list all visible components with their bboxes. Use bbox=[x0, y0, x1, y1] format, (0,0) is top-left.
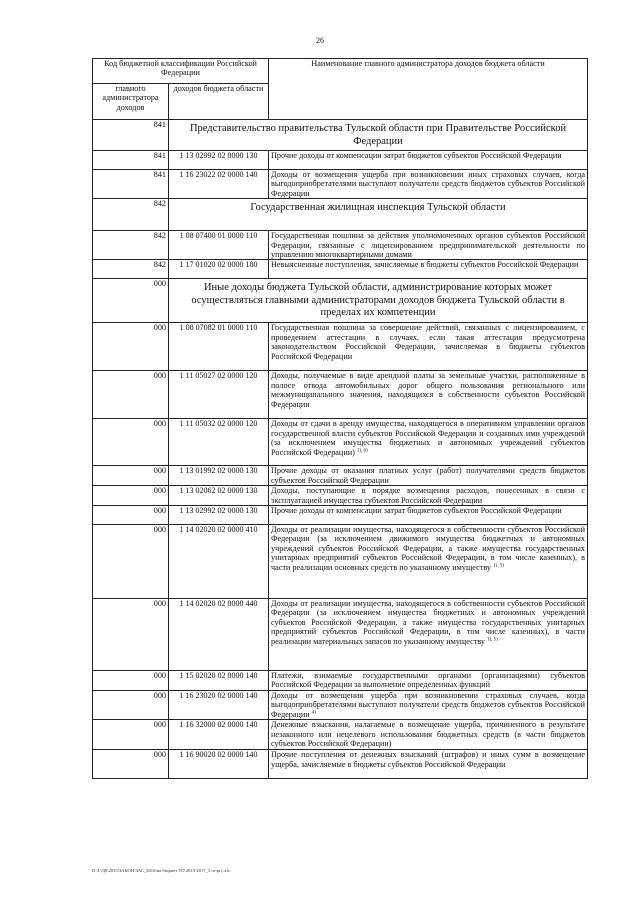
table-row bbox=[93, 599, 588, 671]
revenue-name-cell bbox=[269, 486, 588, 506]
revenue-code-cell: 1 13 02992 02 0000 130 bbox=[169, 506, 269, 525]
revenue-name-cell bbox=[269, 599, 588, 671]
admin-code-cell: 000 bbox=[93, 419, 169, 466]
revenue-name-text: Прочие доходы от оказания платных услуг (работ) получателями средств бюджетов субъектов Российской Федерации bbox=[271, 466, 586, 485]
revenue-code-cell: 1 16 90020 02 0000 140 bbox=[169, 750, 269, 779]
revenue-name-text: Прочие доходы от компенсации затрат бюджетов субъектов Российской Федерации bbox=[271, 151, 562, 160]
revenue-name-text: Доходы, получаемые в виде арендной платы за земельные участки, расположенные в полосе отвода автомобильных дорог общего пользования регионального или межмуниципального значения, находящихся в собственности субъектов Российской Федерации bbox=[271, 371, 586, 409]
revenue-name-text: Доходы от возмещения ущерба при возникновении страховых случаев, когда выгодоприобретателями выступают получатели средств бюджетов субъектов Российской Федерации bbox=[271, 690, 586, 719]
section-title: Представительство правительства Тульской области при Правительстве Российской Федерации bbox=[169, 120, 588, 151]
revenue-name-cell bbox=[269, 506, 588, 525]
section-row bbox=[93, 120, 588, 151]
revenue-name-cell bbox=[269, 671, 588, 691]
admin-code-cell: 000 bbox=[93, 323, 169, 371]
admin-code-cell: 842 bbox=[93, 199, 169, 231]
revenue-code-cell: 1 16 23022 02 0000 140 bbox=[169, 170, 269, 199]
revenue-name-text: Прочие доходы от компенсации затрат бюджетов субъектов Российской Федерации bbox=[271, 506, 562, 516]
table-row bbox=[93, 170, 588, 199]
table-row bbox=[93, 151, 588, 170]
revenue-code-cell: 1 13 01992 02 0000 130 bbox=[169, 466, 269, 486]
revenue-code-header: доходов бюджета области bbox=[169, 84, 269, 120]
footnote-mark: 1), 6) bbox=[356, 447, 368, 453]
revenue-code-cell: 1 14 02020 02 0000 440 bbox=[169, 599, 269, 671]
table-row bbox=[93, 506, 588, 525]
table-row bbox=[93, 260, 588, 279]
table-row bbox=[93, 690, 588, 719]
admin-code-cell: 000 bbox=[93, 720, 169, 750]
revenue-name-cell bbox=[269, 323, 588, 371]
admin-code-cell: 842 bbox=[93, 231, 169, 260]
revenue-admin-table bbox=[92, 58, 588, 779]
revenue-name-cell bbox=[269, 371, 588, 419]
revenue-code-cell: 1 15 02020 02 0000 140 bbox=[169, 671, 269, 691]
revenue-code-cell: 1 11 05027 02 0000 120 bbox=[169, 371, 269, 419]
admin-code-cell: 000 bbox=[93, 599, 169, 671]
file-path-footer: D:\Г\Д6\2015\ЗАКОН\ЗАС_2016\на бюджет ТО 2015-2017_3 чт\pr1.xls bbox=[92, 868, 230, 873]
table-row bbox=[93, 419, 588, 466]
revenue-name-text: Прочие поступления от денежных взысканий (штрафов) и иных сумм в возмещение ущерба, зачисляемые в бюджеты субъектов Российской Федерации bbox=[271, 750, 586, 769]
revenue-code-cell: 1 14 02020 02 0000 410 bbox=[169, 525, 269, 599]
table-row bbox=[93, 671, 588, 691]
revenue-code-cell: 1 08 07400 01 0000 110 bbox=[169, 231, 269, 260]
admin-code-cell: 842 bbox=[93, 260, 169, 279]
revenue-code-cell: 1 16 23020 02 0000 140 bbox=[169, 690, 269, 719]
chief-admin-header: главного администратора доходов bbox=[93, 84, 169, 120]
table-row bbox=[93, 231, 588, 260]
header-row bbox=[93, 59, 588, 84]
admin-code-cell: 000 bbox=[93, 279, 169, 323]
revenue-code-cell: 1 11 05032 02 0000 120 bbox=[169, 419, 269, 466]
section-title: Государственная жилищная инспекция Тульской области bbox=[169, 199, 588, 231]
admin-code-cell: 841 bbox=[93, 170, 169, 199]
classification-code-header: Код бюджетной классификации Российской Федерации bbox=[93, 59, 269, 84]
section-row bbox=[93, 199, 588, 231]
admin-code-cell: 000 bbox=[93, 525, 169, 599]
revenue-name-text: Невыясненные поступления, зачисляемые в бюджеты субъектов Российской Федерации bbox=[271, 260, 579, 270]
revenue-code-cell: 1 13 02992 02 0000 130 bbox=[169, 151, 269, 170]
table-row bbox=[93, 323, 588, 371]
revenue-name-cell bbox=[269, 690, 588, 719]
revenue-code-cell: 1 08 07082 01 0000 110 bbox=[169, 323, 269, 371]
footnote-mark: 1), 5) bbox=[493, 562, 504, 568]
revenue-name-cell bbox=[269, 419, 588, 466]
revenue-name-cell bbox=[269, 170, 588, 199]
revenue-name-cell bbox=[269, 231, 588, 260]
revenue-name-text: Доходы от реализации имущества, находящегося в собственности субъектов Российской Федерации (за исключением имущества бюджетных и автономных учреждений субъектов Российской Федерации, а также имущества государственных унитарных предприятий субъектов Российской Федерации, в том числе казенных), в части реализации материальных запасов по указанному имуществу bbox=[271, 599, 586, 646]
admin-code-cell: 841 bbox=[93, 120, 169, 151]
admin-code-cell: 000 bbox=[93, 371, 169, 419]
admin-code-cell: 000 bbox=[93, 466, 169, 486]
revenue-code-cell: 1 16 32000 02 0000 140 bbox=[169, 720, 269, 750]
section-title: Иные доходы бюджета Тульской области, администрирование которых может осуществляться главными администраторами доходов бюджета Тульской области в пределах их компетенции bbox=[169, 279, 588, 323]
revenue-name-text: Государственная пошлина за действия уполномоченных органов субъектов Российской Федерации, связанные с лицензированием предпринимательской деятельности по управлению многоквартирными домами bbox=[271, 231, 586, 260]
revenue-name-cell bbox=[269, 750, 588, 779]
revenue-name-text: Денежные взыскания, налагаемые в возмещение ущерба, причиненного в результате незаконного или нецелевого использования бюджетных средств (в части бюджетов субъектов Российской Федерации) bbox=[271, 720, 586, 748]
admin-code-cell: 000 bbox=[93, 486, 169, 506]
revenue-code-cell: 1 17 01020 02 0000 180 bbox=[169, 260, 269, 279]
revenue-name-text: Доходы от реализации имущества, находящегося в собственности субъектов Российской Федерации (за исключением движимого имущества бюджетных и автономных учреждений субъектов Российской Федерации, а также имущества государственных унитарных предприятий субъектов Российской Федерации, в том числе казенных), в части реализации основных средств по указанному имуществу bbox=[271, 525, 586, 572]
revenue-name-cell bbox=[269, 525, 588, 599]
revenue-name-text: Доходы, поступающие в порядке возмещения расходов, понесенных в связи с эксплуатацией имущества субъектов Российской Федерации bbox=[271, 486, 586, 505]
table-row bbox=[93, 750, 588, 779]
admin-code-cell: 000 bbox=[93, 750, 169, 779]
revenue-name-cell bbox=[269, 151, 588, 170]
table-row bbox=[93, 486, 588, 506]
footnote-mark: 1), 5) bbox=[487, 636, 498, 642]
admin-code-cell: 000 bbox=[93, 506, 169, 525]
revenue-name-text: Доходы от возмещения ущерба при возникновении иных страховых случаев, когда выгодоприобретателями выступают получатели средств бюджетов субъектов Российской Федерации bbox=[271, 170, 586, 198]
section-row bbox=[93, 279, 588, 323]
admin-name-header: Наименование главного администратора доходов бюджета области bbox=[269, 59, 588, 120]
admin-code-cell: 000 bbox=[93, 690, 169, 719]
admin-code-cell: 000 bbox=[93, 671, 169, 691]
table-row bbox=[93, 525, 588, 599]
table-row bbox=[93, 371, 588, 419]
table-row bbox=[93, 720, 588, 750]
revenue-code-cell: 1 13 02062 02 0000 130 bbox=[169, 486, 269, 506]
revenue-name-text: Государственная пошлина за совершение действий, связанных с лицензированием, с проведением аттестации в случаях, если такая аттестация предусмотрена законодательством Российской Федерации, зачисляемая в бюджеты субъектов Российской Федерации bbox=[271, 323, 586, 361]
revenue-name-text: Платежи, взимаемые государственными органами (организациями) субъектов Российской Федерации за выполнение определенных функций bbox=[271, 671, 586, 690]
revenue-name-cell bbox=[269, 466, 588, 486]
table-row bbox=[93, 466, 588, 486]
revenue-name-cell bbox=[269, 260, 588, 279]
revenue-name-cell bbox=[269, 720, 588, 750]
revenue-name-text: Доходы от сдачи в аренду имущества, находящегося в оперативном управлении органов государственной власти субъектов Российской Федерации и созданных ими учреждений (за исключением имущества бюджетных и автономных учреждений субъектов Российской Федерации) bbox=[271, 419, 586, 457]
footnote-mark: 4) bbox=[311, 709, 316, 715]
page-number: 26 bbox=[316, 36, 324, 45]
admin-code-cell: 841 bbox=[93, 151, 169, 170]
